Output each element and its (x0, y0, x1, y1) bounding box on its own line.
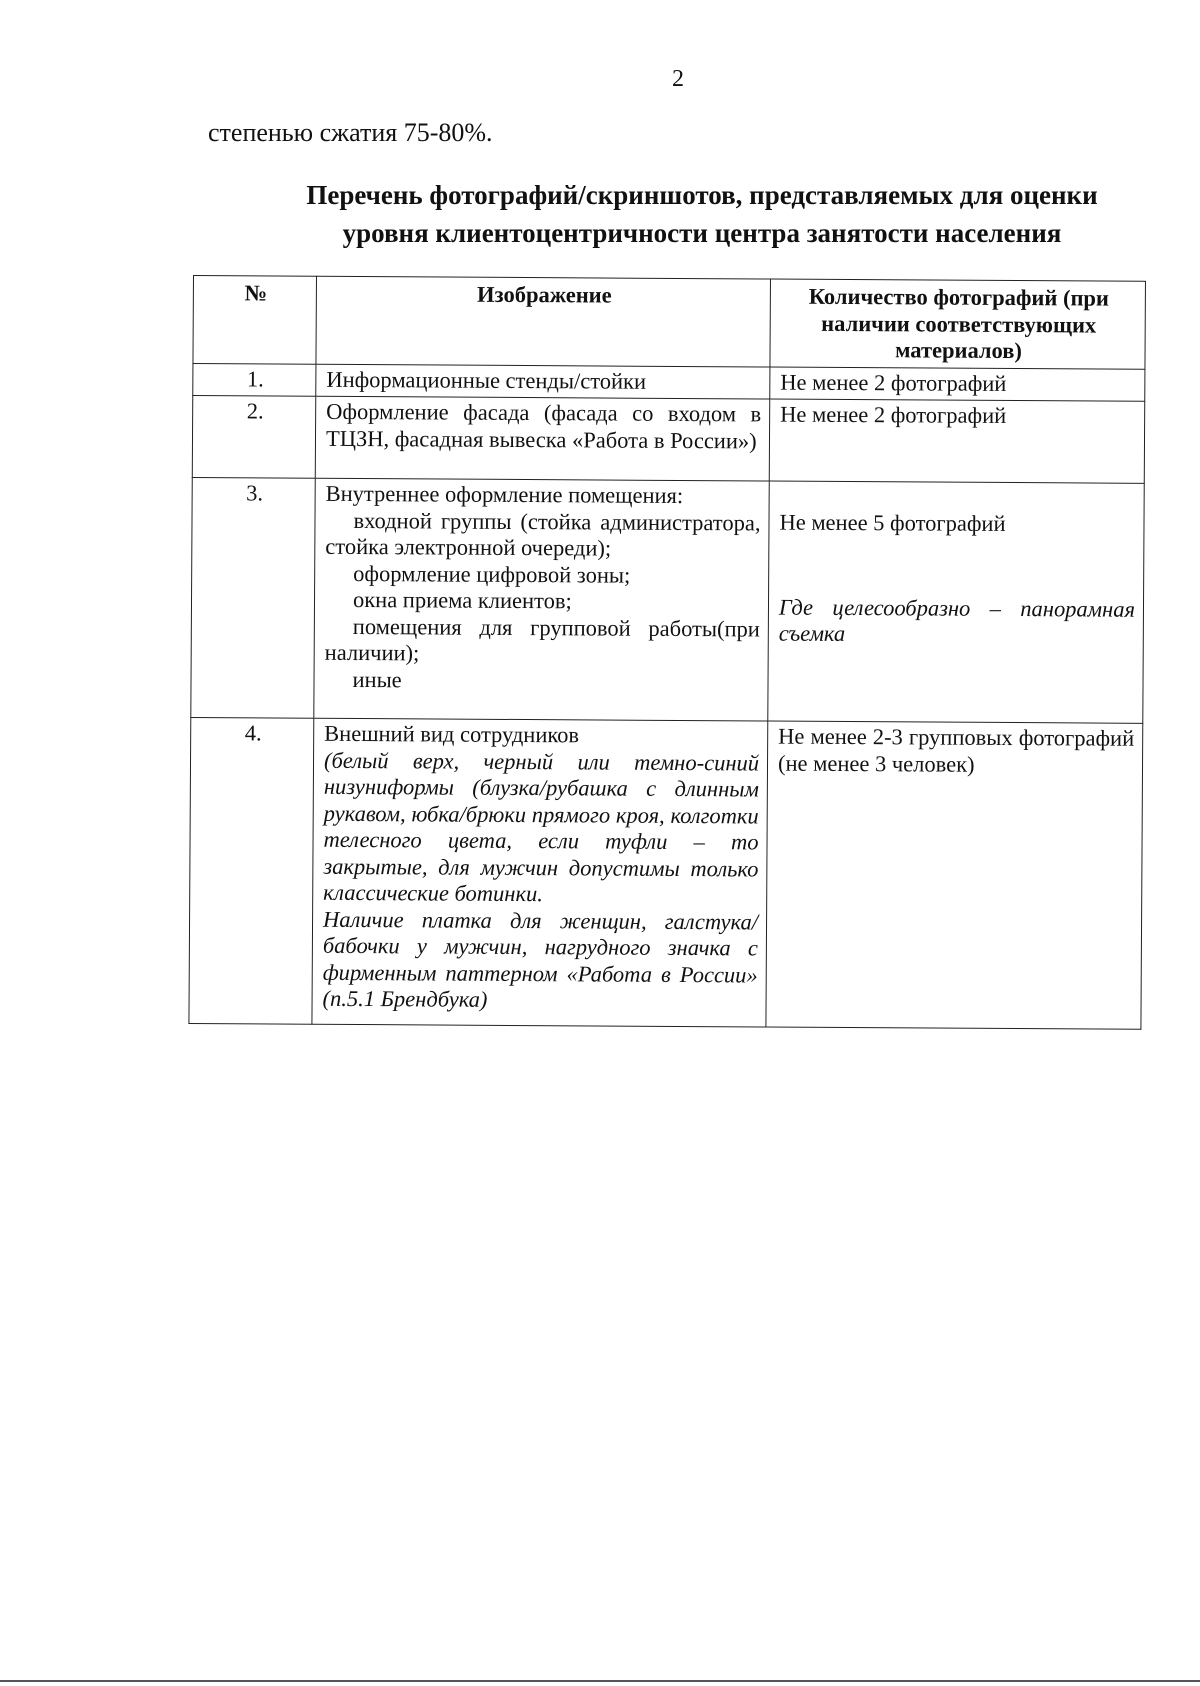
interior-item-other: иные (352, 666, 402, 692)
header-image: Изображение (316, 276, 771, 366)
interior-item-digital-zone: оформление цифровой зоны; (353, 560, 631, 588)
row-image-description: Оформление фасада (фасада со входом в ТЦЗН, фасадная вывеска «Работа в России») (315, 396, 769, 481)
row-image-description (312, 718, 768, 1027)
staff-appearance-title: Внешний вид сотрудников (324, 720, 580, 748)
staff-accessories: Наличие платка для женщин, галстука/бабочки у мужчин, нагрудного значка с фирменным паттерном «Работа в России» (п.5.1 Брендбука) (322, 906, 759, 1012)
interior-item-client-windows: окна приема клиентов; (352, 586, 572, 614)
interior-item-group-rooms: помещения для групповой работы(при наличии); (324, 613, 760, 666)
table-row (192, 396, 1144, 484)
header-photo-count: Количество фотографий (при наличии соответствующих материалов) (770, 279, 1146, 369)
row-number: 1. (193, 363, 316, 396)
spacer (779, 536, 1135, 596)
row-photo-count: Не менее 2 фотографий (769, 399, 1144, 483)
row-number: 3. (191, 477, 315, 718)
page-bottom-edge (0, 1680, 1200, 1682)
header-number: № (193, 276, 317, 364)
interior-item-entrance: входной группы (стойка администратора, стойка электронной очереди); (325, 507, 761, 561)
row-photo-count: Не менее 2 фотографий (770, 367, 1145, 402)
table-row (189, 717, 1143, 1029)
intro-text: степенью сжатия 75-80%. (208, 118, 493, 147)
photo-requirements-table (188, 275, 1146, 1030)
row-number: 4. (189, 717, 314, 1024)
document-title (262, 176, 1142, 252)
table-header-row (193, 276, 1146, 369)
page-number: 2 (672, 66, 684, 92)
interior-heading: Внутреннее оформление помещения: (325, 480, 684, 508)
row-number: 2. (192, 396, 315, 479)
table-row (191, 477, 1144, 723)
document-title-line-1: Перечень фотографий/скриншотов, представляемых для оценки (306, 180, 1098, 210)
staff-dress-code: (белый верх, черный или темно-синий низуниформы (блузка/рубашка с длинным рукавом, юбка/брюки прямого кроя, колготки телесного цвета, если туфли – то закрытые, для мужчин допустимы только классические ботинки. (323, 747, 760, 907)
photo-count-value: Не менее 5 фотографий (779, 509, 1006, 536)
document-title-line-2: уровня клиентоцентричности центра занятости населения (342, 218, 1062, 248)
row-photo-count (768, 481, 1144, 723)
row-photo-count: Не менее 2-3 групповых фотографий (не менее 3 человек) (766, 721, 1143, 1029)
photo-count-note: Где целесообразно – панорамная съемка (778, 594, 1136, 646)
row-image-description: Информационные стенды/стойки (316, 364, 770, 399)
row-image-description (314, 478, 769, 721)
